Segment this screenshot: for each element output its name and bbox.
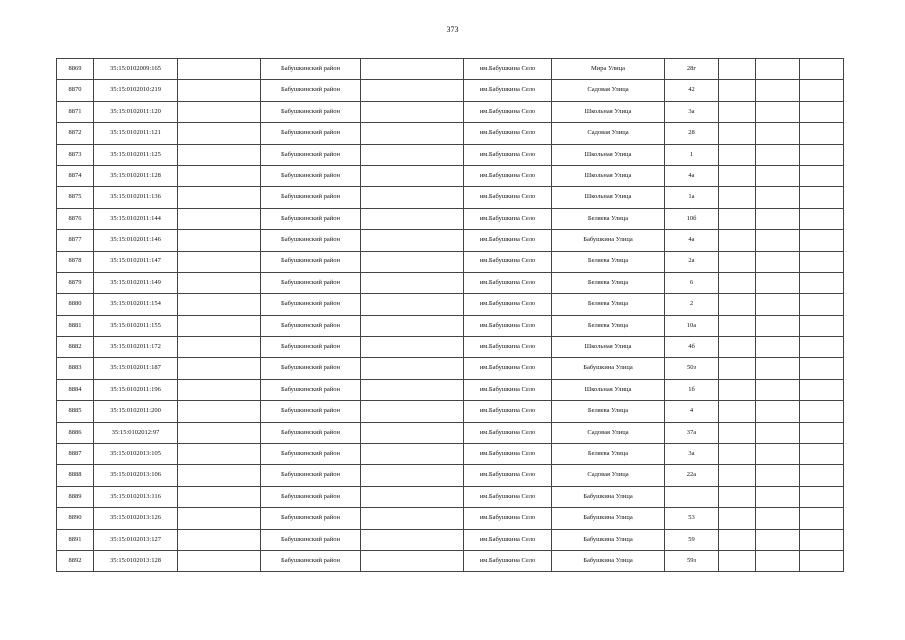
house-number-cell: 10б xyxy=(665,208,719,229)
table-row xyxy=(57,144,844,165)
empty-cell xyxy=(756,80,800,101)
settlement-cell: им.Бабушкина Село xyxy=(464,251,552,272)
cadastral-number-cell: 35:15:0102013:105 xyxy=(94,444,178,465)
district-cell: Бабушкинский район xyxy=(261,272,361,293)
row-number-cell: 8873 xyxy=(57,144,94,165)
empty-cell xyxy=(800,165,844,186)
empty-cell xyxy=(756,379,800,400)
cadastral-number-cell: 35:15:0102011:200 xyxy=(94,401,178,422)
table-row xyxy=(57,422,844,443)
cadastral-number-cell: 35:15:0102011:154 xyxy=(94,294,178,315)
table-row xyxy=(57,465,844,486)
empty-cell xyxy=(756,315,800,336)
settlement-cell: им.Бабушкина Село xyxy=(464,422,552,443)
row-number-cell: 8885 xyxy=(57,401,94,422)
empty-cell xyxy=(800,187,844,208)
row-number-cell: 8876 xyxy=(57,208,94,229)
empty-cell xyxy=(719,187,756,208)
district-cell: Бабушкинский район xyxy=(261,315,361,336)
settlement-cell: им.Бабушкина Село xyxy=(464,465,552,486)
house-number-cell: 4а xyxy=(665,165,719,186)
house-number-cell: 10а xyxy=(665,315,719,336)
district-cell: Бабушкинский район xyxy=(261,508,361,529)
table-row xyxy=(57,444,844,465)
registry-table xyxy=(56,58,844,572)
empty-cell xyxy=(719,208,756,229)
table-row xyxy=(57,165,844,186)
table-row xyxy=(57,251,844,272)
district-cell: Бабушкинский район xyxy=(261,422,361,443)
empty-cell xyxy=(178,422,261,443)
house-number-cell: 22а xyxy=(665,465,719,486)
row-number-cell: 8882 xyxy=(57,337,94,358)
settlement-cell: им.Бабушкина Село xyxy=(464,550,552,571)
empty-cell xyxy=(756,251,800,272)
house-number-cell: 2 xyxy=(665,294,719,315)
empty-cell xyxy=(361,294,464,315)
empty-cell xyxy=(361,529,464,550)
empty-cell xyxy=(719,251,756,272)
empty-cell xyxy=(756,59,800,80)
empty-cell xyxy=(719,230,756,251)
district-cell: Бабушкинский район xyxy=(261,165,361,186)
cadastral-number-cell: 35:15:0102011:128 xyxy=(94,165,178,186)
district-cell: Бабушкинский район xyxy=(261,294,361,315)
table-row xyxy=(57,272,844,293)
empty-cell xyxy=(719,529,756,550)
house-number-cell: 3а xyxy=(665,101,719,122)
empty-cell xyxy=(719,144,756,165)
row-number-cell: 8892 xyxy=(57,550,94,571)
empty-cell xyxy=(178,294,261,315)
street-cell: Беляева Улица xyxy=(552,272,665,293)
empty-cell xyxy=(719,401,756,422)
empty-cell xyxy=(719,294,756,315)
empty-cell xyxy=(178,508,261,529)
house-number-cell: 1б xyxy=(665,379,719,400)
cadastral-number-cell: 35:15:0102013:127 xyxy=(94,529,178,550)
empty-cell xyxy=(800,123,844,144)
empty-cell xyxy=(800,294,844,315)
empty-cell xyxy=(178,208,261,229)
empty-cell xyxy=(800,230,844,251)
empty-cell xyxy=(756,337,800,358)
cadastral-number-cell: 35:15:0102013:128 xyxy=(94,550,178,571)
district-cell: Бабушкинский район xyxy=(261,550,361,571)
empty-cell xyxy=(719,80,756,101)
row-number-cell: 8884 xyxy=(57,379,94,400)
empty-cell xyxy=(756,230,800,251)
empty-cell xyxy=(756,272,800,293)
settlement-cell: им.Бабушкина Село xyxy=(464,529,552,550)
table-body xyxy=(57,59,844,572)
empty-cell xyxy=(800,422,844,443)
empty-cell xyxy=(361,187,464,208)
empty-cell xyxy=(178,529,261,550)
empty-cell xyxy=(756,444,800,465)
empty-cell xyxy=(719,272,756,293)
empty-cell xyxy=(756,465,800,486)
empty-cell xyxy=(800,465,844,486)
empty-cell xyxy=(178,272,261,293)
cadastral-number-cell: 35:15:0102010:219 xyxy=(94,80,178,101)
settlement-cell: им.Бабушкина Село xyxy=(464,187,552,208)
row-number-cell: 8890 xyxy=(57,508,94,529)
empty-cell xyxy=(178,101,261,122)
empty-cell xyxy=(361,550,464,571)
house-number-cell: 28 xyxy=(665,123,719,144)
house-number-cell: 3а xyxy=(665,444,719,465)
empty-cell xyxy=(361,144,464,165)
house-number-cell: 50з xyxy=(665,358,719,379)
district-cell: Бабушкинский район xyxy=(261,337,361,358)
row-number-cell: 8878 xyxy=(57,251,94,272)
district-cell: Бабушкинский район xyxy=(261,101,361,122)
table-row xyxy=(57,230,844,251)
cadastral-number-cell: 35:15:0102011:187 xyxy=(94,358,178,379)
empty-cell xyxy=(756,165,800,186)
empty-cell xyxy=(756,144,800,165)
row-number-cell: 8875 xyxy=(57,187,94,208)
empty-cell xyxy=(361,165,464,186)
row-number-cell: 8889 xyxy=(57,486,94,507)
empty-cell xyxy=(178,550,261,571)
settlement-cell: им.Бабушкина Село xyxy=(464,508,552,529)
empty-cell xyxy=(178,59,261,80)
empty-cell xyxy=(800,315,844,336)
row-number-cell: 8879 xyxy=(57,272,94,293)
street-cell: Беляева Улица xyxy=(552,294,665,315)
empty-cell xyxy=(178,144,261,165)
house-number-cell: 1 xyxy=(665,144,719,165)
empty-cell xyxy=(719,508,756,529)
empty-cell xyxy=(756,508,800,529)
row-number-cell: 8872 xyxy=(57,123,94,144)
empty-cell xyxy=(178,230,261,251)
empty-cell xyxy=(361,208,464,229)
empty-cell xyxy=(361,358,464,379)
street-cell: Бабушкина Улица xyxy=(552,508,665,529)
street-cell: Бабушкина Улица xyxy=(552,550,665,571)
row-number-cell: 8881 xyxy=(57,315,94,336)
empty-cell xyxy=(361,444,464,465)
settlement-cell: им.Бабушкина Село xyxy=(464,144,552,165)
table-row xyxy=(57,315,844,336)
street-cell: Бабушкина Улица xyxy=(552,230,665,251)
empty-cell xyxy=(719,123,756,144)
empty-cell xyxy=(756,187,800,208)
cadastral-number-cell: 35:15:0102011:144 xyxy=(94,208,178,229)
empty-cell xyxy=(719,165,756,186)
empty-cell xyxy=(178,251,261,272)
district-cell: Бабушкинский район xyxy=(261,59,361,80)
table-row xyxy=(57,550,844,571)
empty-cell xyxy=(178,123,261,144)
street-cell: Школьная Улица xyxy=(552,165,665,186)
empty-cell xyxy=(756,294,800,315)
settlement-cell: им.Бабушкина Село xyxy=(464,272,552,293)
empty-cell xyxy=(800,337,844,358)
district-cell: Бабушкинский район xyxy=(261,529,361,550)
empty-cell xyxy=(800,401,844,422)
table-row xyxy=(57,401,844,422)
empty-cell xyxy=(361,251,464,272)
cadastral-number-cell: 35:15:0102011:147 xyxy=(94,251,178,272)
empty-cell xyxy=(719,550,756,571)
empty-cell xyxy=(178,379,261,400)
street-cell: Бабушкина Улица xyxy=(552,529,665,550)
cadastral-number-cell: 35:15:0102011:136 xyxy=(94,187,178,208)
street-cell: Беляева Улица xyxy=(552,401,665,422)
settlement-cell: им.Бабушкина Село xyxy=(464,486,552,507)
empty-cell xyxy=(178,315,261,336)
cadastral-number-cell: 35:15:0102011:121 xyxy=(94,123,178,144)
settlement-cell: им.Бабушкина Село xyxy=(464,80,552,101)
street-cell: Садовая Улица xyxy=(552,80,665,101)
table-row xyxy=(57,101,844,122)
settlement-cell: им.Бабушкина Село xyxy=(464,358,552,379)
row-number-cell: 8883 xyxy=(57,358,94,379)
empty-cell xyxy=(719,422,756,443)
street-cell: Школьная Улица xyxy=(552,337,665,358)
district-cell: Бабушкинский район xyxy=(261,208,361,229)
house-number-cell: 6 xyxy=(665,272,719,293)
empty-cell xyxy=(719,101,756,122)
empty-cell xyxy=(756,123,800,144)
empty-cell xyxy=(361,508,464,529)
empty-cell xyxy=(800,508,844,529)
house-number-cell: 53 xyxy=(665,508,719,529)
empty-cell xyxy=(800,379,844,400)
empty-cell xyxy=(756,529,800,550)
cadastral-number-cell: 35:15:0102012:97 xyxy=(94,422,178,443)
empty-cell xyxy=(756,208,800,229)
empty-cell xyxy=(719,444,756,465)
empty-cell xyxy=(756,422,800,443)
empty-cell xyxy=(719,315,756,336)
row-number-cell: 8887 xyxy=(57,444,94,465)
house-number-cell: 59 xyxy=(665,529,719,550)
empty-cell xyxy=(756,550,800,571)
street-cell: Школьная Улица xyxy=(552,379,665,400)
settlement-cell: им.Бабушкина Село xyxy=(464,337,552,358)
table-row xyxy=(57,59,844,80)
cadastral-number-cell: 35:15:0102011:146 xyxy=(94,230,178,251)
table-row xyxy=(57,379,844,400)
house-number-cell: 4 xyxy=(665,401,719,422)
empty-cell xyxy=(361,59,464,80)
row-number-cell: 8880 xyxy=(57,294,94,315)
empty-cell xyxy=(178,187,261,208)
row-number-cell: 8886 xyxy=(57,422,94,443)
table-row xyxy=(57,529,844,550)
district-cell: Бабушкинский район xyxy=(261,401,361,422)
house-number-cell: 1а xyxy=(665,187,719,208)
empty-cell xyxy=(178,165,261,186)
empty-cell xyxy=(800,550,844,571)
street-cell: Садовая Улица xyxy=(552,123,665,144)
district-cell: Бабушкинский район xyxy=(261,358,361,379)
empty-cell xyxy=(719,59,756,80)
empty-cell xyxy=(719,358,756,379)
empty-cell xyxy=(361,80,464,101)
house-number-cell: 4б xyxy=(665,337,719,358)
settlement-cell: им.Бабушкина Село xyxy=(464,123,552,144)
page-number: 373 xyxy=(446,25,459,34)
empty-cell xyxy=(800,59,844,80)
district-cell: Бабушкинский район xyxy=(261,144,361,165)
cadastral-number-cell: 35:15:0102011:120 xyxy=(94,101,178,122)
table-row xyxy=(57,123,844,144)
row-number-cell: 8869 xyxy=(57,59,94,80)
district-cell: Бабушкинский район xyxy=(261,80,361,101)
empty-cell xyxy=(361,315,464,336)
house-number-cell: 2а xyxy=(665,251,719,272)
cadastral-number-cell: 35:15:0102011:125 xyxy=(94,144,178,165)
settlement-cell: им.Бабушкина Село xyxy=(464,315,552,336)
street-cell: Беляева Улица xyxy=(552,315,665,336)
empty-cell xyxy=(361,379,464,400)
table-row xyxy=(57,358,844,379)
street-cell: Школьная Улица xyxy=(552,101,665,122)
table-row xyxy=(57,80,844,101)
empty-cell xyxy=(361,123,464,144)
row-number-cell: 8888 xyxy=(57,465,94,486)
empty-cell xyxy=(800,101,844,122)
settlement-cell: им.Бабушкина Село xyxy=(464,165,552,186)
empty-cell xyxy=(800,80,844,101)
empty-cell xyxy=(756,358,800,379)
empty-cell xyxy=(800,486,844,507)
empty-cell xyxy=(178,358,261,379)
cadastral-number-cell: 35:15:0102011:149 xyxy=(94,272,178,293)
empty-cell xyxy=(361,101,464,122)
district-cell: Бабушкинский район xyxy=(261,251,361,272)
settlement-cell: им.Бабушкина Село xyxy=(464,379,552,400)
cadastral-number-cell: 35:15:0102013:116 xyxy=(94,486,178,507)
empty-cell xyxy=(719,379,756,400)
house-number-cell xyxy=(665,486,719,507)
street-cell: Мира Улица xyxy=(552,59,665,80)
empty-cell xyxy=(178,486,261,507)
row-number-cell: 8874 xyxy=(57,165,94,186)
row-number-cell: 8870 xyxy=(57,80,94,101)
empty-cell xyxy=(178,80,261,101)
empty-cell xyxy=(756,486,800,507)
settlement-cell: им.Бабушкина Село xyxy=(464,444,552,465)
table-row xyxy=(57,208,844,229)
district-cell: Бабушкинский район xyxy=(261,379,361,400)
settlement-cell: им.Бабушкина Село xyxy=(464,294,552,315)
house-number-cell: 28г xyxy=(665,59,719,80)
street-cell: Бабушкина Улица xyxy=(552,358,665,379)
street-cell: Садовая Улица xyxy=(552,422,665,443)
empty-cell xyxy=(800,272,844,293)
district-cell: Бабушкинский район xyxy=(261,444,361,465)
table-row xyxy=(57,294,844,315)
empty-cell xyxy=(178,444,261,465)
house-number-cell: 59з xyxy=(665,550,719,571)
cadastral-number-cell: 35:15:0102009:165 xyxy=(94,59,178,80)
district-cell: Бабушкинский район xyxy=(261,465,361,486)
empty-cell xyxy=(800,208,844,229)
street-cell: Школьная Улица xyxy=(552,187,665,208)
district-cell: Бабушкинский район xyxy=(261,486,361,507)
table-row xyxy=(57,508,844,529)
street-cell: Беляева Улица xyxy=(552,251,665,272)
district-cell: Бабушкинский район xyxy=(261,230,361,251)
house-number-cell: 37а xyxy=(665,422,719,443)
cadastral-number-cell: 35:15:0102011:172 xyxy=(94,337,178,358)
empty-cell xyxy=(719,486,756,507)
empty-cell xyxy=(361,337,464,358)
settlement-cell: им.Бабушкина Село xyxy=(464,230,552,251)
empty-cell xyxy=(361,486,464,507)
district-cell: Бабушкинский район xyxy=(261,187,361,208)
empty-cell xyxy=(178,401,261,422)
settlement-cell: им.Бабушкина Село xyxy=(464,208,552,229)
empty-cell xyxy=(800,144,844,165)
row-number-cell: 8877 xyxy=(57,230,94,251)
empty-cell xyxy=(361,272,464,293)
house-number-cell: 4а xyxy=(665,230,719,251)
street-cell: Беляева Улица xyxy=(552,208,665,229)
cadastral-number-cell: 35:15:0102013:106 xyxy=(94,465,178,486)
empty-cell xyxy=(719,465,756,486)
empty-cell xyxy=(361,230,464,251)
street-cell: Садовая Улица xyxy=(552,465,665,486)
empty-cell xyxy=(361,401,464,422)
empty-cell xyxy=(178,337,261,358)
settlement-cell: им.Бабушкина Село xyxy=(464,401,552,422)
street-cell: Школьная Улица xyxy=(552,144,665,165)
empty-cell xyxy=(800,251,844,272)
empty-cell xyxy=(361,422,464,443)
settlement-cell: им.Бабушкина Село xyxy=(464,59,552,80)
house-number-cell: 42 xyxy=(665,80,719,101)
settlement-cell: им.Бабушкина Село xyxy=(464,101,552,122)
table-row xyxy=(57,486,844,507)
cadastral-number-cell: 35:15:0102011:155 xyxy=(94,315,178,336)
empty-cell xyxy=(756,401,800,422)
empty-cell xyxy=(361,465,464,486)
empty-cell xyxy=(800,444,844,465)
street-cell: Беляева Улица xyxy=(552,444,665,465)
row-number-cell: 8871 xyxy=(57,101,94,122)
street-cell: Бабушкина Улица xyxy=(552,486,665,507)
row-number-cell: 8891 xyxy=(57,529,94,550)
cadastral-number-cell: 35:15:0102011:196 xyxy=(94,379,178,400)
cadastral-number-cell: 35:15:0102013:126 xyxy=(94,508,178,529)
table-row xyxy=(57,187,844,208)
empty-cell xyxy=(800,358,844,379)
empty-cell xyxy=(800,529,844,550)
empty-cell xyxy=(719,337,756,358)
empty-cell xyxy=(178,465,261,486)
district-cell: Бабушкинский район xyxy=(261,123,361,144)
empty-cell xyxy=(756,101,800,122)
table-row xyxy=(57,337,844,358)
